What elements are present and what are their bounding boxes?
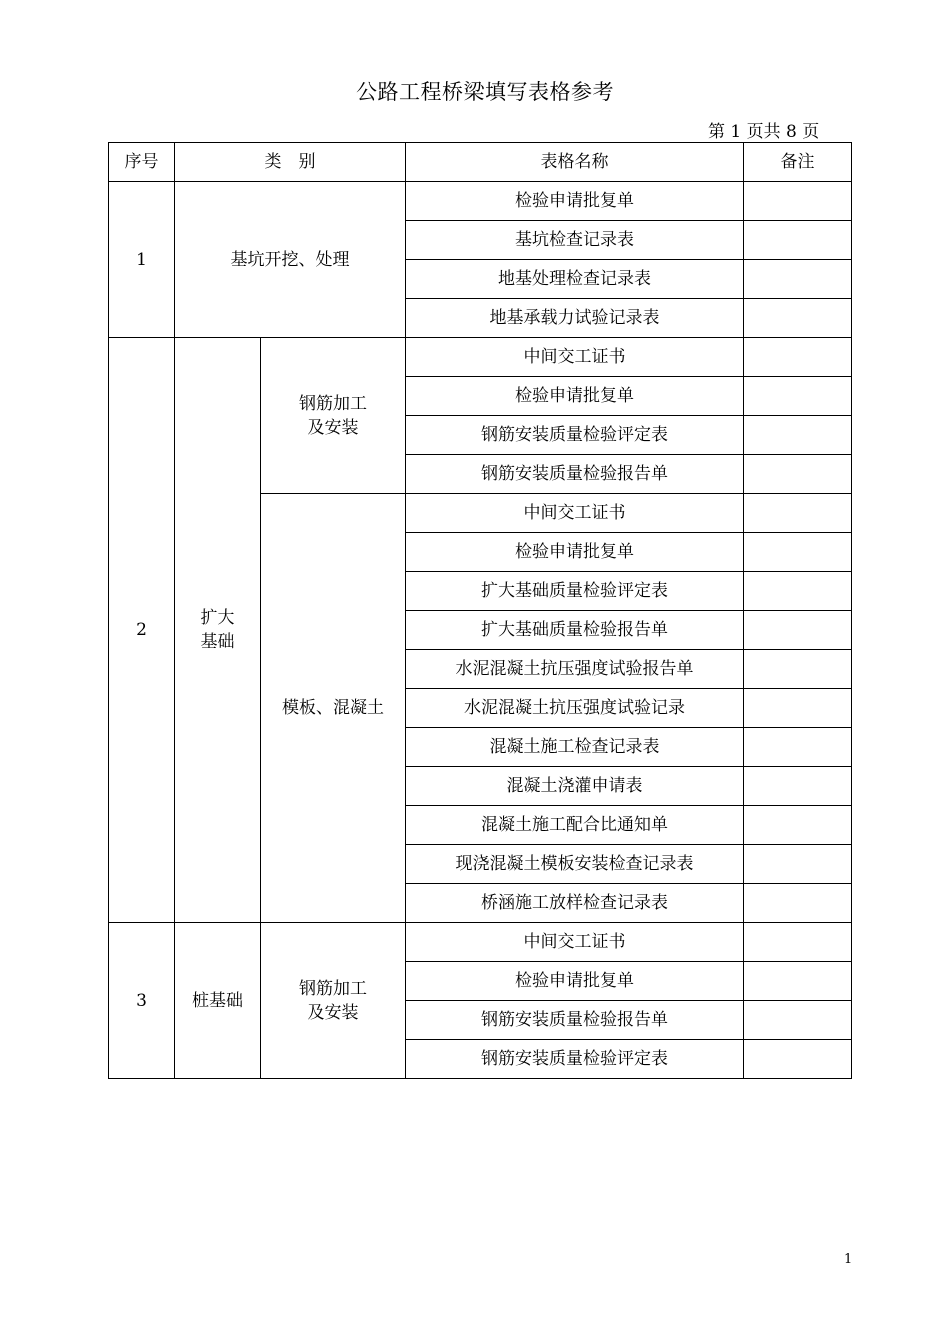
form-name-cell: 检验申请批复单 <box>406 377 744 416</box>
group-category <box>175 338 261 923</box>
form-name-cell: 中间交工证书 <box>406 338 744 377</box>
header-form-name: 表格名称 <box>406 143 744 182</box>
document-title: 公路工程桥梁填写表格参考 <box>356 80 614 104</box>
form-name-cell: 扩大基础质量检验评定表 <box>406 572 744 611</box>
form-name-cell: 基坑检查记录表 <box>406 221 744 260</box>
form-name-cell: 中间交工证书 <box>406 494 744 533</box>
header-remarks: 备注 <box>744 143 852 182</box>
remarks-cell <box>744 650 852 689</box>
remarks-cell <box>744 806 852 845</box>
form-name-cell: 钢筋安装质量检验评定表 <box>406 416 744 455</box>
remarks-cell <box>744 221 852 260</box>
form-name-cell: 桥涵施工放样检查记录表 <box>406 884 744 923</box>
remarks-cell <box>744 494 852 533</box>
remarks-cell <box>744 962 852 1001</box>
remarks-cell <box>744 572 852 611</box>
form-name-cell: 混凝土浇灌申请表 <box>406 767 744 806</box>
subgroup-name: 模板、混凝土 <box>261 494 406 923</box>
table-row <box>109 338 852 377</box>
table-row <box>109 923 852 962</box>
remarks-cell <box>744 767 852 806</box>
group-index: 2 <box>109 338 175 923</box>
subgroup-name-text: 钢筋加工及安装 <box>299 978 367 1023</box>
remarks-cell <box>744 923 852 962</box>
group-category: 桩基础 <box>175 923 261 1079</box>
page-info: 第 1 页共 8 页 <box>708 122 820 142</box>
form-name-cell: 钢筋安装质量检验报告单 <box>406 455 744 494</box>
form-name-cell: 水泥混凝土抗压强度试验报告单 <box>406 650 744 689</box>
form-name-cell: 钢筋安装质量检验报告单 <box>406 1001 744 1040</box>
remarks-cell <box>744 1001 852 1040</box>
group-category-text: 扩大基础 <box>200 608 235 652</box>
remarks-cell <box>744 377 852 416</box>
remarks-cell <box>744 182 852 221</box>
page-number: 1 <box>844 1252 853 1267</box>
table-row <box>109 182 852 221</box>
group-index: 3 <box>109 923 175 1079</box>
form-name-cell: 混凝土施工检查记录表 <box>406 728 744 767</box>
remarks-cell <box>744 845 852 884</box>
group-index: 1 <box>109 182 175 338</box>
form-name-cell: 检验申请批复单 <box>406 533 744 572</box>
header-index: 序号 <box>109 143 175 182</box>
remarks-cell <box>744 728 852 767</box>
form-name-cell: 混凝土施工配合比通知单 <box>406 806 744 845</box>
form-name-cell: 扩大基础质量检验报告单 <box>406 611 744 650</box>
table-header-row <box>109 143 852 182</box>
remarks-cell <box>744 533 852 572</box>
form-name-cell: 水泥混凝土抗压强度试验记录 <box>406 689 744 728</box>
form-name-cell: 钢筋安装质量检验评定表 <box>406 1040 744 1079</box>
subgroup-name <box>261 338 406 494</box>
remarks-cell <box>744 611 852 650</box>
form-name-cell: 检验申请批复单 <box>406 182 744 221</box>
group-category: 基坑开挖、处理 <box>175 182 406 338</box>
remarks-cell <box>744 884 852 923</box>
subgroup-name <box>261 923 406 1079</box>
form-name-cell: 现浇混凝土模板安装检查记录表 <box>406 845 744 884</box>
remarks-cell <box>744 338 852 377</box>
form-name-cell: 地基处理检查记录表 <box>406 260 744 299</box>
remarks-cell <box>744 299 852 338</box>
form-name-cell: 检验申请批复单 <box>406 962 744 1001</box>
form-name-cell: 中间交工证书 <box>406 923 744 962</box>
header-category: 类 别 <box>175 143 406 182</box>
form-name-cell: 地基承载力试验记录表 <box>406 299 744 338</box>
remarks-cell <box>744 416 852 455</box>
forms-table <box>108 142 852 1079</box>
remarks-cell <box>744 1040 852 1079</box>
remarks-cell <box>744 689 852 728</box>
subgroup-name-text: 钢筋加工及安装 <box>299 393 367 438</box>
remarks-cell <box>744 455 852 494</box>
remarks-cell <box>744 260 852 299</box>
